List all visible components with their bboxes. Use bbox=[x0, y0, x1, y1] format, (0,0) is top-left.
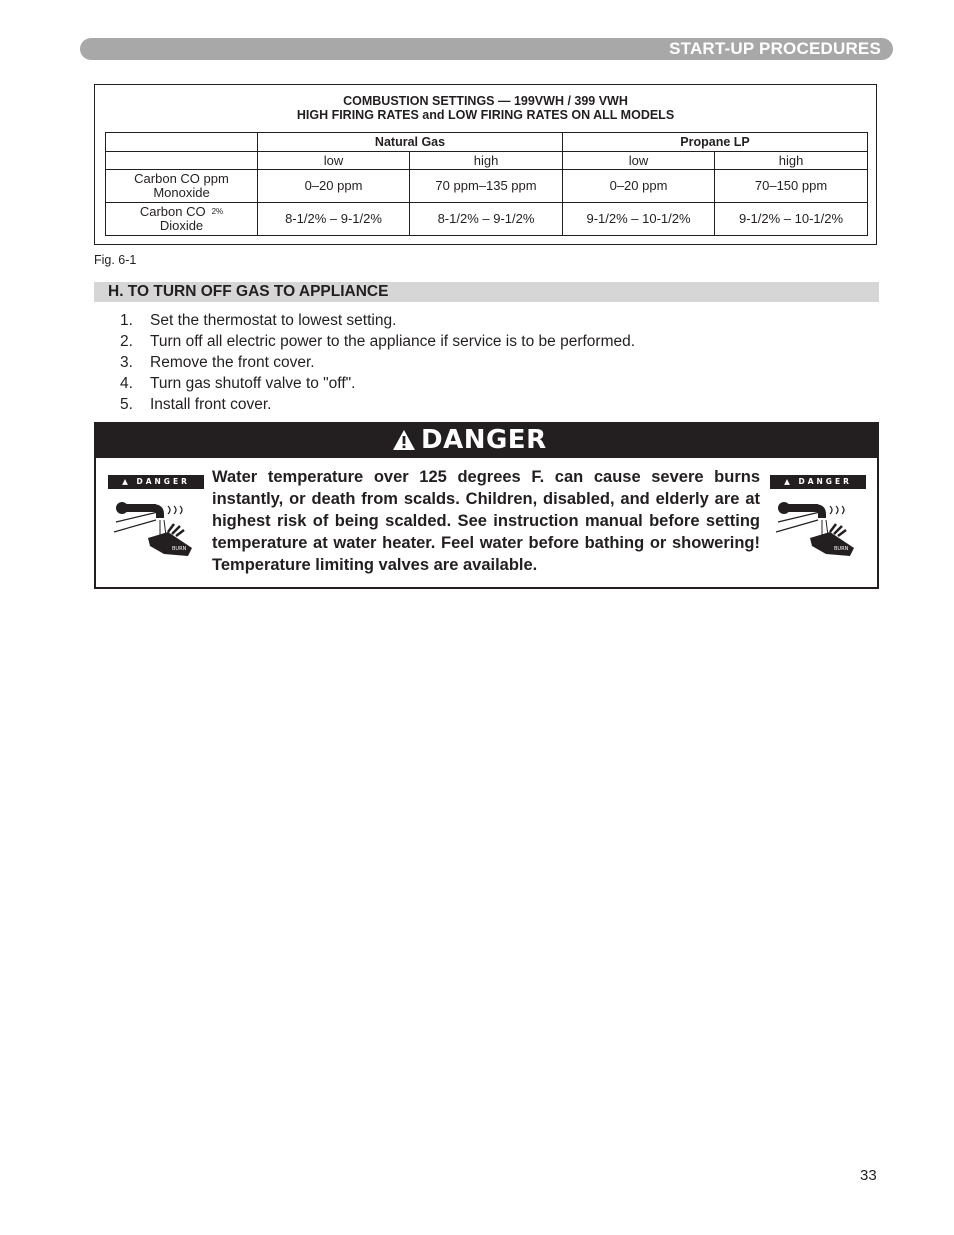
table-title-line1: COMBUSTION SETTINGS — 199VWH / 399 VWH bbox=[343, 94, 628, 108]
value-cell: 8-1/2% – 9-1/2% bbox=[410, 203, 563, 236]
row-label-line1: Carbon CO 2% bbox=[139, 203, 224, 219]
value-cell: 9-1/2% – 10-1/2% bbox=[715, 203, 868, 236]
step-number: 1. bbox=[120, 312, 133, 329]
row-label-line1: Carbon CO ppm bbox=[134, 171, 229, 186]
combustion-table-frame bbox=[94, 84, 877, 245]
value-cell: 70–150 ppm bbox=[715, 170, 868, 203]
combustion-table-title bbox=[95, 94, 876, 122]
scald-faucet-icon bbox=[770, 492, 866, 572]
danger-header-bar bbox=[96, 424, 877, 458]
value-cell: 8-1/2% – 9-1/2% bbox=[258, 203, 410, 236]
value-cell: 9-1/2% – 10-1/2% bbox=[563, 203, 715, 236]
page-number: 33 bbox=[860, 1167, 877, 1184]
subheader-cell: low bbox=[258, 152, 410, 170]
subheader-cell: high bbox=[410, 152, 563, 170]
table-subheader-row bbox=[106, 152, 868, 170]
burn-label: BURN bbox=[834, 546, 849, 552]
step-number: 2. bbox=[120, 333, 133, 350]
step-number: 3. bbox=[120, 354, 133, 371]
value-cell: 0–20 ppm bbox=[563, 170, 715, 203]
step-text: Install front cover. bbox=[150, 396, 272, 413]
step-text: Set the thermostat to lowest setting. bbox=[150, 312, 397, 329]
danger-message: Water temperature over 125 degrees F. can cause severe burns instantly, or death from scalds. Children, disabled, and elderly are at highest risk of being scalded. See instruction manual before setting temperature at water heater. Feel water before bathing or showering! Temperature limiting valves are available. bbox=[212, 468, 760, 574]
row-label-line2: Monoxide bbox=[153, 185, 210, 200]
step-number: 5. bbox=[120, 396, 133, 413]
danger-heading: DANGER bbox=[421, 425, 547, 455]
row-label-cell bbox=[106, 170, 258, 203]
section-header-title: START-UP PROCEDURES bbox=[669, 39, 881, 58]
list-item bbox=[120, 352, 635, 373]
burn-label: BURN bbox=[172, 546, 187, 552]
group-header-natural-gas: Natural Gas bbox=[258, 133, 563, 152]
list-item bbox=[120, 331, 635, 352]
pictogram-danger-label: ▲ DANGER bbox=[770, 475, 866, 489]
figure-caption: Fig. 6-1 bbox=[94, 253, 137, 267]
combustion-settings-table bbox=[105, 132, 868, 236]
list-item bbox=[120, 394, 635, 415]
subsection-title: H. TO TURN OFF GAS TO APPLIANCE bbox=[108, 283, 389, 300]
row-label-cell bbox=[106, 203, 258, 236]
subheader-cell: high bbox=[715, 152, 868, 170]
pictogram-danger-label: ▲ DANGER bbox=[108, 475, 204, 489]
step-text: Remove the front cover. bbox=[150, 354, 315, 371]
value-cell: 0–20 ppm bbox=[258, 170, 410, 203]
group-header-propane: Propane LP bbox=[563, 133, 868, 152]
value-cell: 70 ppm–135 ppm bbox=[410, 170, 563, 203]
table-header-row bbox=[106, 133, 868, 152]
row-label-subscript: 2% bbox=[211, 207, 224, 217]
step-number: 4. bbox=[120, 375, 133, 392]
steps-list bbox=[120, 310, 635, 415]
table-corner-cell bbox=[106, 133, 258, 152]
scald-faucet-icon bbox=[108, 492, 204, 572]
list-item bbox=[120, 310, 635, 331]
scald-hazard-pictogram-left bbox=[108, 472, 204, 572]
step-text: Turn off all electric power to the appliance if service is to be performed. bbox=[150, 333, 636, 350]
table-empty-cell bbox=[106, 152, 258, 170]
danger-warning-box bbox=[94, 422, 879, 589]
warning-triangle-icon bbox=[392, 429, 416, 451]
table-title-line2: HIGH FIRING RATES and LOW FIRING RATES ON ALL MODELS bbox=[296, 108, 675, 122]
table-row bbox=[106, 203, 868, 236]
section-header-bar bbox=[80, 38, 893, 60]
subsection-header-bar bbox=[94, 282, 879, 302]
subheader-cell: low bbox=[563, 152, 715, 170]
row-label-line2: Dioxide bbox=[159, 218, 204, 234]
step-text: Turn gas shutoff valve to "off". bbox=[150, 375, 356, 392]
scald-hazard-pictogram-right bbox=[770, 472, 866, 572]
list-item bbox=[120, 373, 635, 394]
table-row bbox=[106, 170, 868, 203]
